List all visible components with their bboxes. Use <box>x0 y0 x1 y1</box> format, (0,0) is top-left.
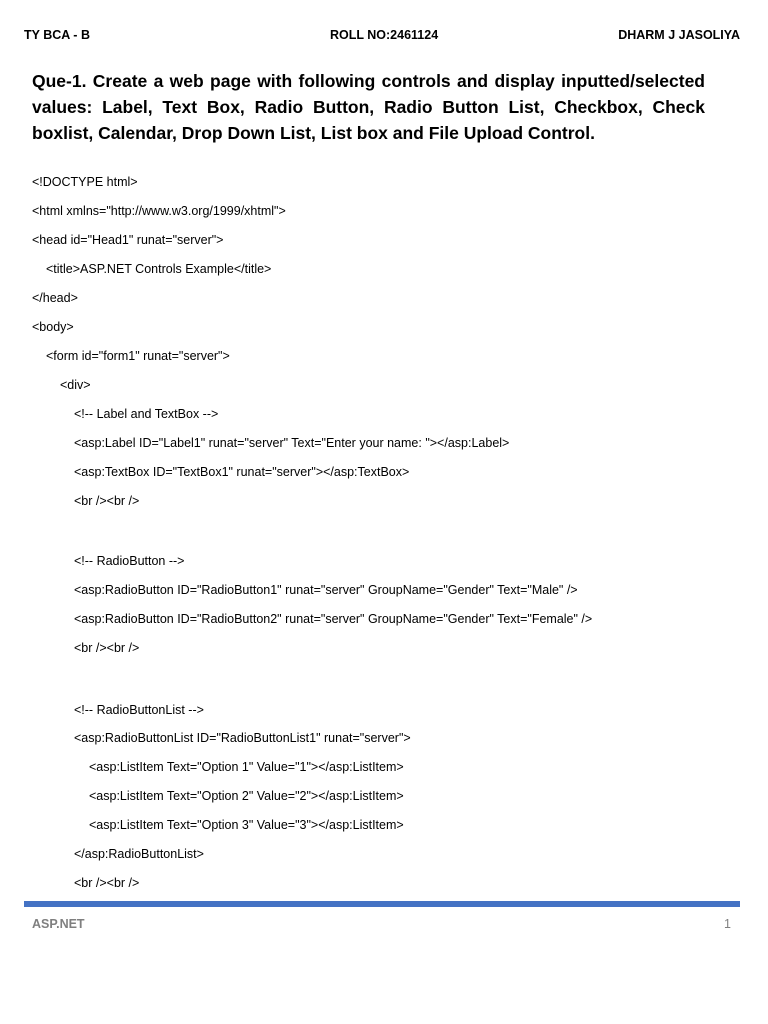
code-line: <!-- RadioButtonList --> <box>74 703 204 717</box>
code-line: <asp:RadioButton ID="RadioButton1" runat="server" GroupName="Gender" Text="Male" /> <box>74 583 578 597</box>
footer-subject: ASP.NET <box>32 917 85 931</box>
class-label: TY BCA - B <box>24 28 90 42</box>
code-line: <asp:TextBox ID="TextBox1" runat="server"></asp:TextBox> <box>74 465 410 479</box>
footer-divider <box>24 901 740 907</box>
code-line: <!DOCTYPE html> <box>32 175 138 189</box>
code-line: <br /><br /> <box>74 641 140 655</box>
code-line: <br /><br /> <box>74 876 140 890</box>
code-line: <head id="Head1" runat="server"> <box>32 233 224 247</box>
code-line: <!-- RadioButton --> <box>74 554 185 568</box>
code-line: <form id="form1" runat="server"> <box>46 349 230 363</box>
code-line: <asp:RadioButtonList ID="RadioButtonList1" runat="server"> <box>74 731 411 745</box>
code-line: <!-- Label and TextBox --> <box>74 407 219 421</box>
code-line: <title>ASP.NET Controls Example</title> <box>46 262 272 276</box>
code-line: </head> <box>32 291 78 305</box>
question-heading: Que-1. Create a web page with following controls and display inputted/selected values: Label, Text Box, Radio Button, Radio Button List, Checkbox, Check boxlist, Calendar, Drop Down List, List box and File Upload Control. <box>32 71 705 143</box>
code-line: <asp:RadioButton ID="RadioButton2" runat="server" GroupName="Gender" Text="Female" /> <box>74 612 593 626</box>
page-number: 1 <box>724 917 731 931</box>
code-line: </asp:RadioButtonList> <box>74 847 204 861</box>
student-name: DHARM J JASOLIYA <box>618 28 740 42</box>
code-line: <br /><br /> <box>74 494 140 508</box>
code-line: <body> <box>32 320 74 334</box>
code-line: <asp:ListItem Text="Option 2" Value="2"></asp:ListItem> <box>89 789 404 803</box>
code-line: <asp:ListItem Text="Option 1" Value="1"></asp:ListItem> <box>89 760 404 774</box>
roll-number: ROLL NO:2461124 <box>330 28 439 42</box>
code-line: <div> <box>60 378 91 392</box>
code-line: <asp:ListItem Text="Option 3" Value="3"></asp:ListItem> <box>89 818 404 832</box>
code-line: <asp:Label ID="Label1" runat="server" Text="Enter your name: "></asp:Label> <box>74 436 510 450</box>
code-line: <html xmlns="http://www.w3.org/1999/xhtml"> <box>32 204 286 218</box>
